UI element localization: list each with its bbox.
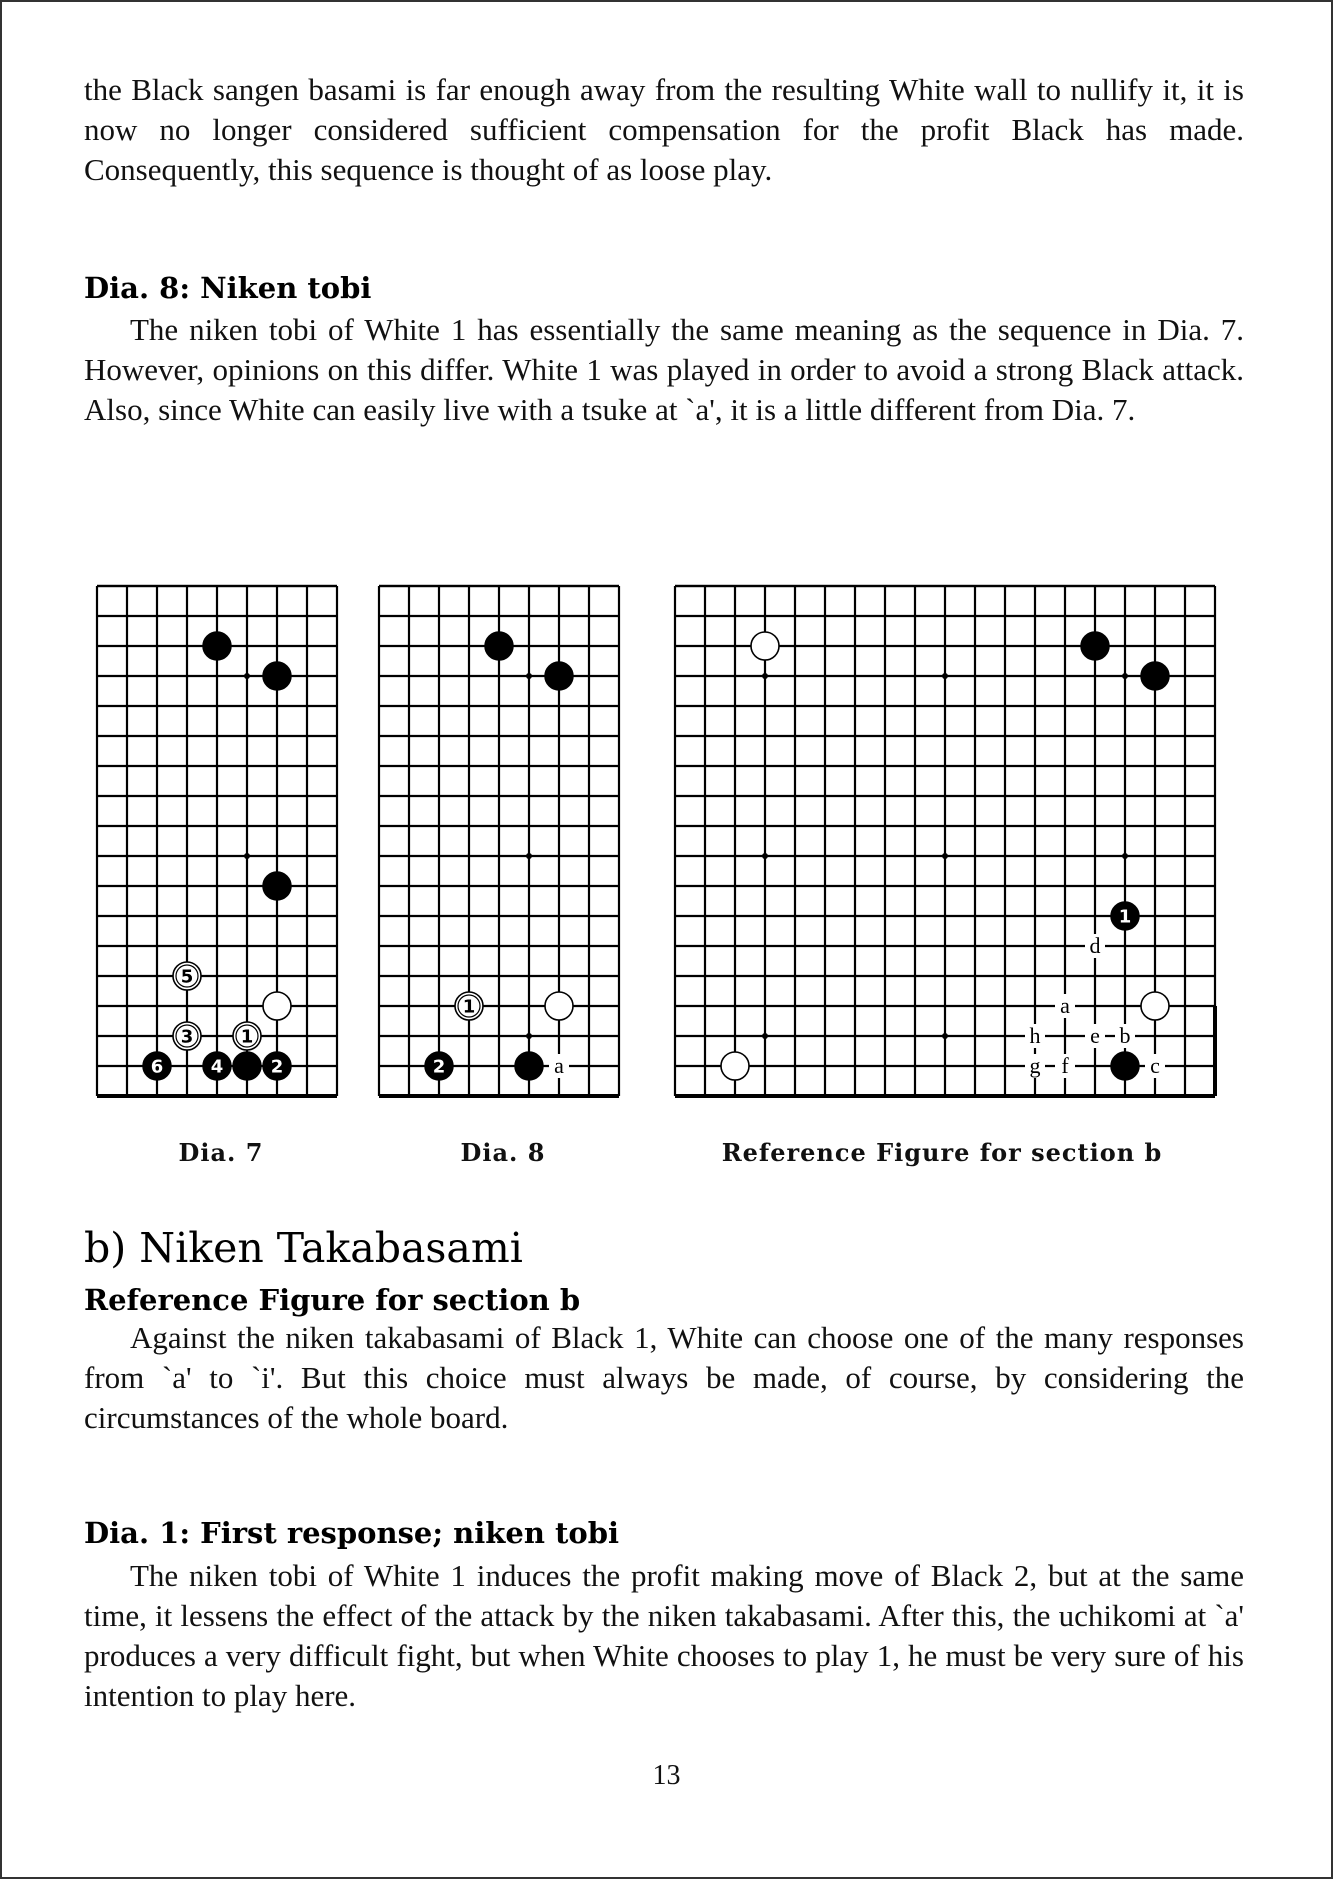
move-number: 1 — [240, 1026, 254, 1048]
point-label: c — [1150, 1053, 1160, 1078]
black-stone — [485, 632, 513, 660]
move-number: 1 — [1118, 906, 1132, 928]
black-stone — [233, 1052, 261, 1080]
move-number: 5 — [180, 966, 194, 988]
move-number: 2 — [270, 1056, 284, 1078]
dia1-heading: Dia. 1: First response; niken tobi — [84, 1516, 620, 1550]
white-stone — [545, 992, 573, 1020]
point-label: g — [1029, 1053, 1041, 1078]
move-number: 3 — [180, 1026, 194, 1048]
point-label: f — [1061, 1053, 1069, 1078]
reference-paragraph: Against the niken takabasami of Black 1, White can choose one of the many responses from `a' to `i'. But this choice must always be made, of course, by considering the circumstances of the whole board. — [84, 1320, 1244, 1435]
point-label: a — [554, 1053, 564, 1078]
hoshi-point — [762, 673, 768, 679]
move-number: 6 — [150, 1056, 164, 1078]
move-number: 4 — [210, 1056, 224, 1078]
dia7-caption: Dia. 7 — [178, 1138, 264, 1167]
hoshi-point — [244, 853, 250, 859]
hoshi-point — [526, 1033, 532, 1039]
hoshi-point — [1122, 673, 1128, 679]
hoshi-point — [942, 853, 948, 859]
hoshi-point — [1122, 853, 1128, 859]
hoshi-point — [762, 1033, 768, 1039]
go-board-reference — [672, 583, 1212, 1123]
intro-paragraph: the Black sangen basami is far enough away from the resulting White wall to nullify it, it is now no longer considered sufficient compensation for the profit Black has made. Consequently, this sequence is thought of as loose play. — [84, 72, 1244, 187]
black-stone — [1111, 1052, 1139, 1080]
white-stone — [1141, 992, 1169, 1020]
black-stone — [1141, 662, 1169, 690]
point-label: h — [1029, 1023, 1041, 1048]
go-board-dia7 — [94, 583, 348, 1123]
dia8-caption: Dia. 8 — [460, 1138, 546, 1167]
black-stone — [263, 872, 291, 900]
black-stone — [203, 632, 231, 660]
move-number: 1 — [462, 996, 476, 1018]
hoshi-point — [942, 1033, 948, 1039]
point-label: b — [1119, 1023, 1131, 1048]
white-stone — [751, 632, 779, 660]
hoshi-point — [762, 853, 768, 859]
reference-heading: Reference Figure for section b — [84, 1283, 581, 1317]
dia8-paragraph: The niken tobi of White 1 has essentially the same meaning as the sequence in Dia. 7. However, opinions on this differ. White 1 was played in order to avoid a strong Black attack. Also, since White can easily live with a tsuke at `a', it is a little different from Dia. 7. — [84, 312, 1244, 427]
white-stone — [263, 992, 291, 1020]
hoshi-point — [526, 853, 532, 859]
white-stone — [721, 1052, 749, 1080]
hoshi-point — [526, 673, 532, 679]
go-board-dia8 — [376, 583, 630, 1123]
page-number: 13 — [652, 1760, 681, 1791]
point-label: a — [1060, 993, 1070, 1018]
hoshi-point — [942, 673, 948, 679]
black-stone — [1081, 632, 1109, 660]
black-stone — [515, 1052, 543, 1080]
black-stone — [545, 662, 573, 690]
black-stone — [263, 662, 291, 690]
reference-caption: Reference Figure for section b — [721, 1138, 1163, 1167]
move-number: 2 — [432, 1056, 446, 1078]
point-label: e — [1090, 1023, 1100, 1048]
section-b-title: b) Niken Takabasami — [84, 1224, 523, 1272]
point-label: d — [1089, 933, 1101, 958]
hoshi-point — [244, 673, 250, 679]
dia8-heading: Dia. 8: Niken tobi — [84, 271, 372, 305]
dia1-paragraph: The niken tobi of White 1 induces the profit making move of Black 2, but at the same time, it lessens the effect of the attack by the niken takabasami. After this, the uchikomi at `a' produces a very difficult fight, but when White chooses to play 1, he must be very sure of his intention to play here. — [84, 1558, 1244, 1713]
